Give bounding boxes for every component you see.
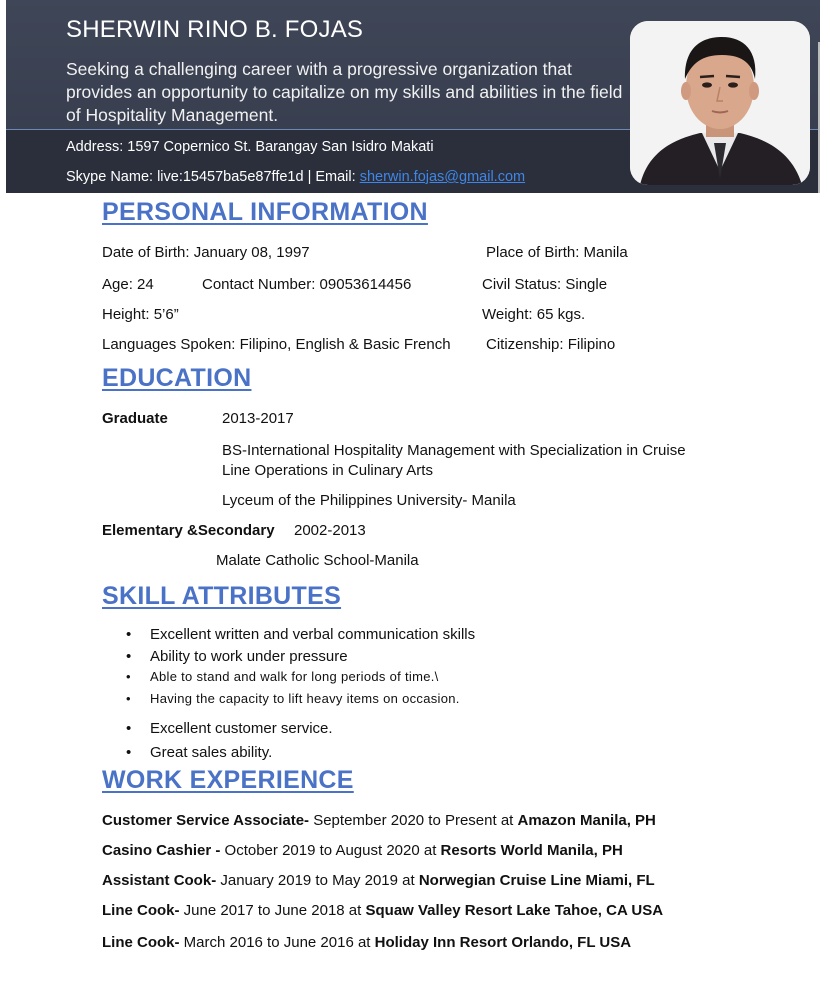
elementary-secondary-years: 2002-2013 (294, 522, 366, 539)
work-entry: Line Cook- March 2016 to June 2016 at Holiday Inn Resort Orlando, FL USA (102, 934, 632, 951)
section-title-education: EDUCATION (102, 364, 252, 392)
elementary-secondary-school: Malate Catholic School-Manila (216, 552, 419, 569)
place-of-birth: Place of Birth: Manila (486, 244, 628, 261)
work-entry: Assistant Cook- January 2019 to May 2019 at Norwegian Cruise Line Miami, FL (102, 872, 655, 889)
address-line: Address: 1597 Copernico St. Barangay San Isidro Makati (66, 139, 434, 155)
graduate-school: Lyceum of the Philippines University- Manila (222, 492, 516, 509)
work-entry: Customer Service Associate- September 2020 to Present at Amazon Manila, PH (102, 812, 656, 829)
citizenship: Citizenship: Filipino (486, 336, 616, 353)
graduate-years: 2013-2017 (222, 410, 294, 427)
profile-photo (630, 21, 810, 185)
section-title-personal: PERSONAL INFORMATION (102, 198, 428, 226)
weight: Weight: 65 kgs. (482, 306, 586, 323)
skype-email-line (66, 169, 525, 185)
applicant-name: SHERWIN RINO B. FOJAS (66, 16, 364, 43)
civil-status: Civil Status: Single (482, 276, 608, 293)
elementary-secondary-label: Elementary &Secondary (102, 522, 275, 539)
languages-spoken: Languages Spoken: Filipino, English & Basic French (102, 336, 451, 353)
contact-number: Contact Number: 09053614456 (202, 276, 412, 293)
height: Height: 5’6” (102, 306, 179, 323)
graduate-label: Graduate (102, 410, 168, 427)
section-title-work: WORK EXPERIENCE (102, 766, 354, 794)
skype-label: Skype Name: live:15457ba5e87ffe1d | Email: (66, 169, 360, 185)
work-entry: Casino Cashier - October 2019 to August 2020 at Resorts World Manila, PH (102, 842, 623, 859)
page-edge (818, 42, 820, 193)
career-objective: Seeking a challenging career with a progressive organization that provides an opportunity to capitalize on my skills and abilities in the field of Hospitality Management. (66, 59, 623, 125)
date-of-birth: Date of Birth: January 08, 1997 (102, 244, 310, 261)
graduate-degree-line2: Line Operations in Culinary Arts (222, 462, 433, 479)
section-title-skills: SKILL ATTRIBUTES (102, 582, 342, 610)
graduate-degree-line1: BS-International Hospitality Management with Specialization in Cruise (222, 442, 686, 459)
email-link[interactable]: sherwin.fojas@gmail.com (359, 169, 526, 185)
work-entry: Line Cook- June 2017 to June 2018 at Squaw Valley Resort Lake Tahoe, CA USA (102, 902, 664, 919)
age: Age: 24 (102, 276, 154, 293)
